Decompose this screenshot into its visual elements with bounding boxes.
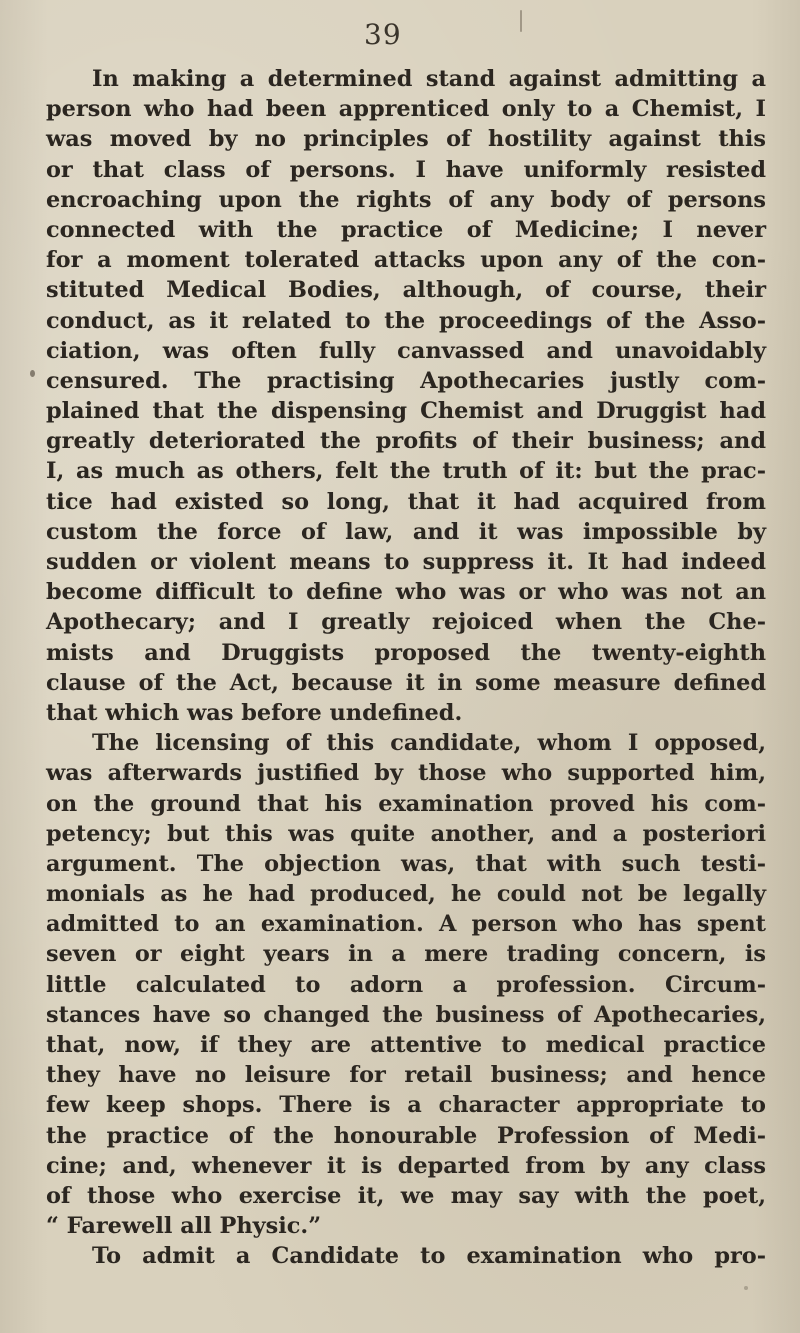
text-line: censured. The practising Apothecaries justly com- [46,367,766,394]
text-line: I, as much as others, felt the truth of it: but the prac- [46,458,766,485]
text-line: for a moment tolerated attacks upon any of the con- [46,247,766,274]
text-line: of those who exercise it, we may say with the poet, [46,1182,766,1209]
text-line: greatly deteriorated the profits of their business; and [46,428,766,455]
text-line: Apothecary; and I greatly rejoiced when the Che- [46,609,766,636]
text-line: conduct, as it related to the proceedings of the Asso- [46,307,766,334]
page-number: 39 [364,18,402,51]
text-line: clause of the Act, because it in some measure defined [46,669,766,696]
text-line: on the ground that his examination proved his com- [46,790,766,817]
text-line: the practice of the honourable Profession of Medi- [46,1122,766,1149]
text-line: become difficult to define who was or who was not an [46,579,766,606]
text-line: mists and Druggists proposed the twenty-eighth [46,639,766,666]
text-line: few keep shops. There is a character appropriate to [46,1092,766,1119]
text-line: was moved by no principles of hostility against this [46,126,766,153]
text-line: custom the force of law, and it was impossible by [46,518,766,545]
text-line: or that class of persons. I have uniformly resisted [46,156,766,183]
text-line: little calculated to adorn a profession. Circum- [46,971,766,998]
text-line: “ Farewell all Physic.” [46,1213,322,1240]
body-text [46,64,766,1272]
text-line: argument. The objection was, that with such testi- [46,850,766,877]
text-line: petency; but this was quite another, and a posteriori [46,820,766,847]
text-line: person who had been apprenticed only to a Chemist, I [46,96,766,123]
text-line: The licensing of this candidate, whom I opposed, [92,730,766,757]
text-line: tice had existed so long, that it had acquired from [46,488,766,515]
text-line: admitted to an examination. A person who has spent [46,911,766,938]
paper-speck [30,370,35,377]
text-line: seven or eight years in a mere trading concern, is [46,941,766,968]
text-line: they have no leisure for retail business; and hence [46,1062,766,1089]
text-line: stances have so changed the business of Apothecaries, [46,1001,766,1028]
text-line: monials as he had produced, he could not be legally [46,881,766,908]
text-line: ciation, was often fully canvassed and unavoidably [46,337,766,364]
text-line: sudden or violent means to suppress it. It had indeed [46,549,766,575]
text-line: stituted Medical Bodies, although, of course, their [46,277,766,304]
text-line: was afterwards justified by those who supported him, [46,760,766,787]
text-line: encroaching upon the rights of any body of persons [46,186,766,213]
text-line: connected with the practice of Medicine; I never [46,216,766,243]
text-line: that which was before undefined. [46,699,463,726]
text-line: To admit a Candidate to examination who pro- [92,1243,766,1270]
text-line: plained that the dispensing Chemist and Druggist had [46,398,766,425]
text-line: that, now, if they are attentive to medical practice [46,1032,766,1058]
text-line: In making a determined stand against admitting a [92,66,766,92]
paper-speck [744,1286,748,1290]
paper-speck [520,10,522,32]
text-line: cine; and, whenever it is departed from by any class [46,1152,766,1179]
